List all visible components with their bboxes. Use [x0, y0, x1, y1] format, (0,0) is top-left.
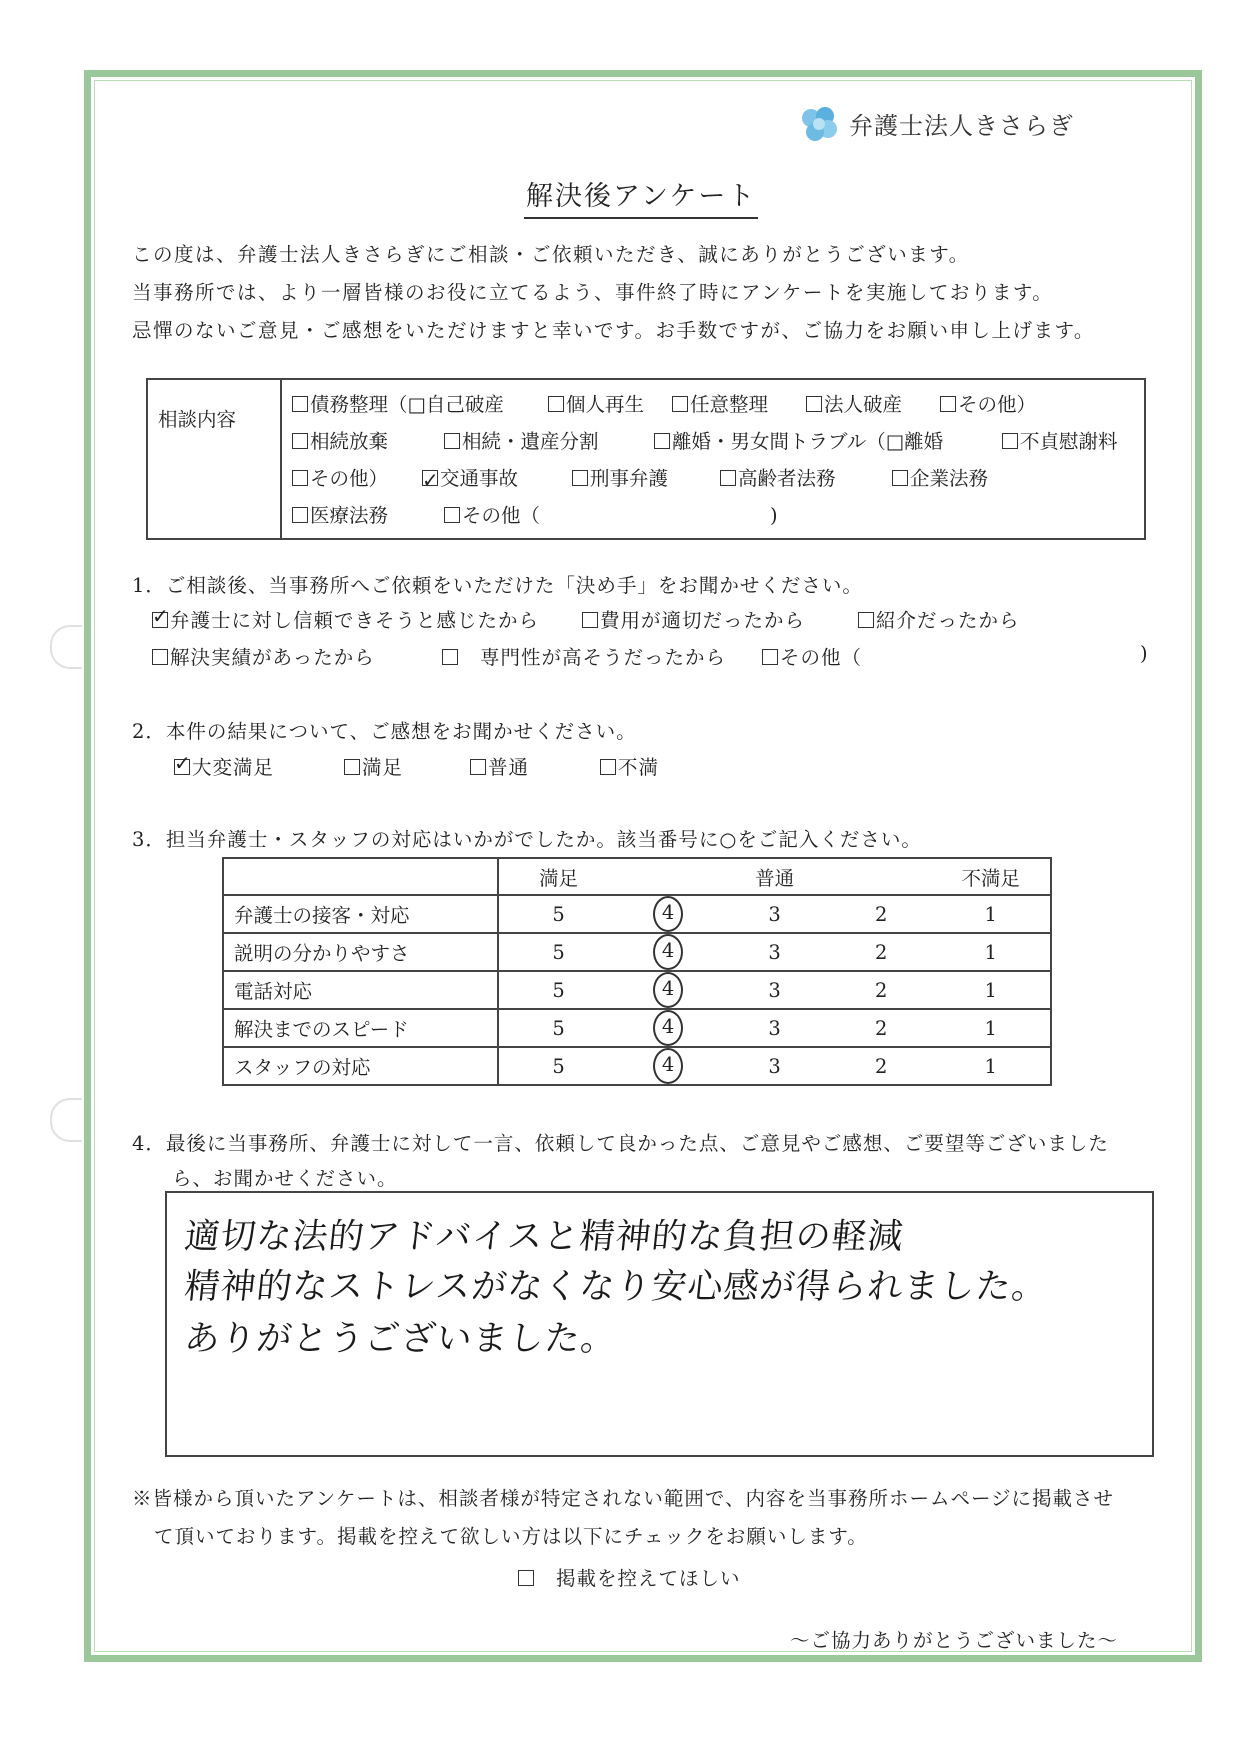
- question-4-line2: ら、お聞かせください。: [172, 1167, 398, 1190]
- topic-option: 相続・遺産分割: [462, 430, 599, 453]
- rating-label: 説明の分かりやすさ: [223, 933, 498, 971]
- closing-message: ～ご協力ありがとうございました～: [790, 1629, 1119, 1652]
- header-average: 普通: [718, 858, 831, 895]
- topic-option: 交通事故: [440, 467, 519, 490]
- topic-close-paren: ): [770, 504, 778, 527]
- rating-label: 電話対応: [223, 971, 498, 1009]
- intro-text: [132, 236, 1095, 350]
- topic-option: 法人破産: [824, 393, 903, 416]
- checkbox[interactable]: [600, 759, 616, 775]
- checkbox[interactable]: [806, 396, 822, 412]
- q2-option: 不満: [618, 756, 660, 779]
- checkbox[interactable]: [940, 396, 956, 412]
- topic-option: 離婚・男女間トラブル（□離婚: [672, 430, 944, 453]
- rating-row: [223, 895, 1051, 933]
- selected-circle: 4: [653, 896, 683, 932]
- score-2[interactable]: 2: [831, 933, 931, 971]
- score-1[interactable]: 1: [931, 895, 1051, 933]
- q2-option: 大変満足: [192, 756, 275, 779]
- intro-line: 忌憚のないご意見・ご感想をいただけますと幸いです。お手数ですが、ご協力をお願い申し上げます。: [132, 319, 1095, 342]
- handwritten-line: 適切な法的アドバイスと精神的な負担の軽減: [182, 1217, 906, 1257]
- selected-circle: 4: [653, 1048, 683, 1084]
- checkbox[interactable]: [292, 396, 308, 412]
- checkbox[interactable]: [858, 612, 874, 628]
- selected-circle: 4: [653, 972, 683, 1008]
- score-3[interactable]: 3: [718, 895, 831, 933]
- checkbox[interactable]: [1002, 433, 1018, 449]
- score-4[interactable]: [618, 971, 718, 1009]
- checkbox[interactable]: [892, 470, 908, 486]
- topic-option: 不貞慰謝料: [1020, 430, 1118, 453]
- topic-option: 相続放棄: [310, 430, 389, 453]
- punch-hole: [50, 625, 82, 669]
- rating-row: [223, 1047, 1051, 1085]
- score-1[interactable]: 1: [931, 1047, 1051, 1085]
- score-3[interactable]: 3: [718, 971, 831, 1009]
- q1-close-paren: ): [1140, 642, 1149, 665]
- score-3[interactable]: 3: [718, 1009, 831, 1047]
- checkbox[interactable]: [152, 649, 168, 665]
- firm-logo: [795, 100, 1074, 146]
- checkbox-checked[interactable]: [152, 612, 168, 628]
- checkbox[interactable]: [548, 396, 564, 412]
- score-5[interactable]: 5: [498, 1047, 618, 1085]
- score-5[interactable]: 5: [498, 1009, 618, 1047]
- checkbox[interactable]: [292, 507, 308, 523]
- checkbox[interactable]: [672, 396, 688, 412]
- score-3[interactable]: 3: [718, 933, 831, 971]
- score-1[interactable]: 1: [931, 971, 1051, 1009]
- handwritten-line: ありがとうございました。: [182, 1319, 619, 1359]
- intro-line: 当事務所では、より一層皆様のお役に立てるよう、事件終了時にアンケートを実施しております。: [132, 281, 1054, 304]
- score-4[interactable]: [618, 933, 718, 971]
- checkbox[interactable]: [444, 433, 460, 449]
- firm-name: 弁護士法人きさらぎ: [849, 111, 1074, 140]
- checkbox[interactable]: [444, 507, 460, 523]
- topic-option: その他）: [958, 393, 1037, 416]
- opt-out-label: 掲載を控えてほしい: [556, 1567, 741, 1590]
- score-2[interactable]: 2: [831, 971, 931, 1009]
- publication-note: [132, 1480, 1114, 1556]
- topic-option: 個人再生: [566, 393, 645, 416]
- rating-row: [223, 933, 1051, 971]
- topic-option: 債務整理（□自己破産: [310, 393, 504, 416]
- rating-label: 弁護士の接客・対応: [223, 895, 498, 933]
- comment-box[interactable]: [165, 1191, 1154, 1457]
- score-3[interactable]: 3: [718, 1047, 831, 1085]
- topic-option: 刑事弁護: [590, 467, 669, 490]
- selected-circle: 4: [653, 934, 683, 970]
- rating-table: [222, 857, 1052, 1086]
- topic-option: 高齢者法務: [738, 467, 836, 490]
- question-3: 3．担当弁護士・スタッフの対応はいかがでしたか。該当番号に○をご記入ください。: [132, 828, 922, 851]
- checkbox[interactable]: [572, 470, 588, 486]
- checkbox[interactable]: [344, 759, 360, 775]
- score-4[interactable]: [618, 895, 718, 933]
- punch-hole: [50, 1098, 82, 1142]
- score-1[interactable]: 1: [931, 933, 1051, 971]
- q1-option: 費用が適切だったから: [600, 609, 806, 632]
- rating-label: 解決までのスピード: [223, 1009, 498, 1047]
- topic-option: 任意整理: [690, 393, 769, 416]
- checkbox[interactable]: [762, 649, 778, 665]
- q1-option: 弁護士に対し信頼できそうと感じたから: [170, 609, 540, 632]
- checkbox-checked[interactable]: [174, 759, 190, 775]
- q2-option: 普通: [488, 756, 530, 779]
- question-1: 1．ご相談後、当事務所へご依頼をいただけた「決め手」をお聞かせください。: [132, 574, 863, 597]
- checkbox[interactable]: [442, 649, 458, 665]
- score-5[interactable]: 5: [498, 933, 618, 971]
- score-5[interactable]: 5: [498, 971, 618, 1009]
- q1-option: その他（: [780, 646, 863, 669]
- header-dissatisfied: 不満足: [931, 858, 1051, 895]
- question-2: 2．本件の結果について、ご感想をお聞かせください。: [132, 720, 637, 743]
- q1-option: 専門性が高そうだったから: [480, 646, 727, 669]
- q2-option: 満足: [362, 756, 404, 779]
- score-4[interactable]: [618, 1047, 718, 1085]
- question-4-line1: 4．最後に当事務所、弁護士に対して一言、依頼して良かった点、ご意見やご感想、ご要望等ございました: [132, 1132, 1109, 1155]
- score-2[interactable]: 2: [831, 1009, 931, 1047]
- header-satisfied: 満足: [498, 858, 618, 895]
- topic-option: 医療法務: [310, 504, 389, 527]
- consultation-topic-table: [146, 378, 1146, 540]
- selected-circle: 4: [653, 1010, 683, 1046]
- checkbox[interactable]: [470, 759, 486, 775]
- rating-row: [223, 1009, 1051, 1047]
- topic-option: その他（: [462, 504, 541, 527]
- q1-option: 解決実績があったから: [170, 646, 375, 669]
- topic-label: 相談内容: [147, 379, 281, 539]
- score-2[interactable]: 2: [831, 895, 931, 933]
- checkbox-checked[interactable]: [422, 470, 438, 486]
- q1-option: 紹介だったから: [876, 609, 1020, 632]
- score-4[interactable]: [618, 1009, 718, 1047]
- note-line: て頂いております。掲載を控えて欲しい方は以下にチェックをお願いします。: [154, 1525, 868, 1548]
- handwritten-line: 精神的なストレスがなくなり安心感が得られました。: [182, 1267, 1050, 1307]
- rating-label: スタッフの対応: [223, 1047, 498, 1085]
- checkbox[interactable]: [654, 433, 670, 449]
- intro-line: この度は、弁護士法人きさらぎにご相談・ご依頼いただき、誠にありがとうございます。: [132, 243, 970, 266]
- flower-logo-icon: [795, 100, 841, 146]
- score-5[interactable]: 5: [498, 895, 618, 933]
- checkbox[interactable]: [292, 433, 308, 449]
- checkbox[interactable]: [582, 612, 598, 628]
- score-2[interactable]: 2: [831, 1047, 931, 1085]
- checkbox[interactable]: [292, 470, 308, 486]
- rating-row: [223, 971, 1051, 1009]
- page-title: 解決後アンケート: [524, 174, 758, 219]
- topic-option: 企業法務: [910, 467, 989, 490]
- note-line: ※皆様から頂いたアンケートは、相談者様が特定されない範囲で、内容を当事務所ホームページに掲載させ: [132, 1487, 1115, 1510]
- opt-out-checkbox[interactable]: [518, 1570, 534, 1586]
- checkbox[interactable]: [720, 470, 736, 486]
- score-1[interactable]: 1: [931, 1009, 1051, 1047]
- topic-option: その他）: [310, 467, 389, 490]
